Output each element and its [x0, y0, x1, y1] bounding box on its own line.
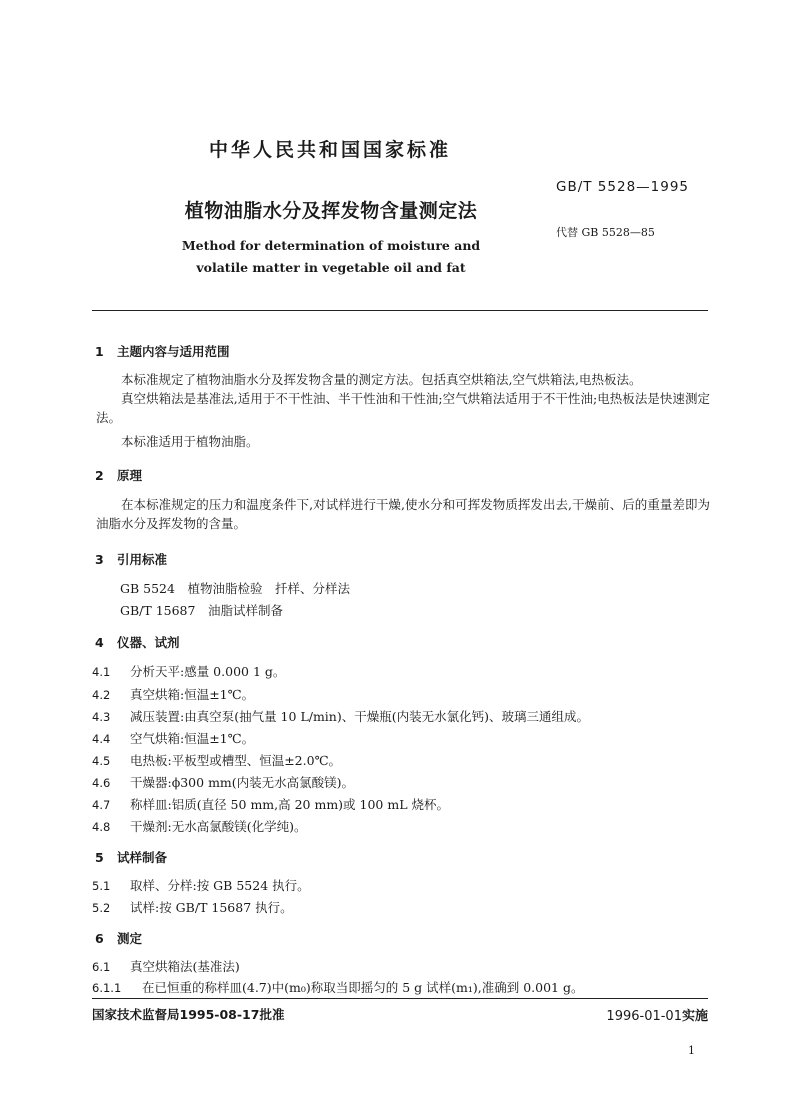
- list-item: [92, 978, 583, 996]
- section-1-paragraph-2: 真空烘箱法是基准法,适用于不干性油、半干性油和干性油;空气烘箱法适用于不干性油;电热板法是快速测定法。: [96, 391, 710, 425]
- list-item: [92, 898, 293, 916]
- item-number: 4.6: [92, 776, 111, 790]
- country-standard-heading: 中华人民共和国国家标准: [208, 139, 451, 161]
- list-item: [92, 685, 254, 703]
- header-divider: [92, 310, 708, 311]
- section-number: 6: [95, 931, 104, 946]
- item-text: 干燥剂:无水高氯酸镁(化学纯)。: [130, 819, 307, 834]
- section-3-heading: [95, 550, 167, 568]
- section-number: 5: [95, 850, 104, 865]
- item-text: 试样:按 GB/T 15687 执行。: [130, 900, 293, 915]
- section-number: 1: [95, 344, 104, 359]
- section-title: 原理: [117, 468, 143, 483]
- section-title: 试样制备: [117, 850, 168, 865]
- effective-date: [560, 1005, 708, 1024]
- item-text: 真空烘箱:恒温±1℃。: [130, 687, 255, 702]
- item-number: 4.3: [92, 710, 111, 724]
- item-number: 6.1: [92, 960, 111, 974]
- document-title-en: [0, 235, 662, 279]
- list-item: [92, 751, 341, 769]
- item-number: 6.1.1: [92, 981, 122, 995]
- effective-date-value: 1996-01-01: [606, 1009, 682, 1024]
- item-number: 4.8: [92, 820, 111, 834]
- replaces-standard: 代替 GB 5528—85: [556, 226, 655, 239]
- list-item: [92, 795, 449, 813]
- item-text: 称样皿:铝质(直径 50 mm,高 20 mm)或 100 mL 烧杯。: [130, 797, 449, 812]
- list-item: [92, 957, 240, 975]
- item-number: 4.4: [92, 732, 111, 746]
- section-number: 4: [95, 635, 104, 650]
- reference-item: GB/T 15687 油脂试样制备: [120, 603, 283, 618]
- section-2-paragraph-1: 在本标准规定的压力和温度条件下,对试样进行干燥,使水分和可挥发物质挥发出去,干燥前、后的重量差即为油脂水分及挥发物的含量。: [96, 497, 710, 531]
- effective-label: 实施: [681, 1009, 708, 1024]
- item-text: 分析天平:感量 0.000 1 g。: [130, 664, 286, 679]
- item-number: 5.1: [92, 879, 111, 893]
- list-item: [92, 817, 306, 835]
- list-item: [92, 662, 285, 680]
- section-1-paragraph-1: 本标准规定了植物油脂水分及挥发物含量的测定方法。包括真空烘箱法,空气烘箱法,电热板法。: [121, 372, 642, 387]
- item-number: 5.2: [92, 901, 111, 915]
- title-en-line1: Method for determination of moisture and: [181, 238, 481, 253]
- item-text: 取样、分样:按 GB 5524 执行。: [130, 878, 310, 893]
- item-text: 电热板:平板型或槽型、恒温±2.0℃。: [130, 753, 342, 768]
- item-number: 4.1: [92, 665, 111, 679]
- page-number: 1: [688, 1044, 695, 1057]
- list-item: [92, 773, 354, 791]
- section-title: 主题内容与适用范围: [117, 344, 230, 359]
- list-item: [92, 707, 589, 725]
- item-text: 干燥器:ϕ300 mm(内装无水高氯酸镁)。: [130, 775, 355, 790]
- list-item: [92, 876, 310, 894]
- standard-code: GB/T 5528—1995: [556, 179, 690, 195]
- section-6-heading: [95, 929, 142, 947]
- section-2-heading: [95, 466, 142, 484]
- footer-divider: [92, 998, 708, 999]
- section-1-paragraph-3: 本标准适用于植物油脂。: [121, 434, 259, 449]
- section-number: 3: [95, 552, 104, 567]
- item-text: 减压装置:由真空泵(抽气量 10 L/min)、干燥瓶(内装无水氯化钙)、玻璃三通组成。: [130, 709, 589, 724]
- section-5-heading: [95, 848, 167, 866]
- item-number: 4.2: [92, 688, 111, 702]
- section-title: 仪器、试剂: [117, 635, 180, 650]
- item-number: 4.7: [92, 798, 111, 812]
- section-1-heading: [95, 342, 230, 360]
- title-en-line2: volatile matter in vegetable oil and fat: [196, 260, 466, 275]
- section-title: 引用标准: [117, 552, 168, 567]
- document-title-cn: 植物油脂水分及挥发物含量测定法: [184, 200, 478, 222]
- approval-issuer: 国家技术监督局1995-08-17批准: [92, 1007, 285, 1022]
- item-text: 在已恒重的称样皿(4.7)中(m₀)称取当即摇匀的 5 g 试样(m₁),准确到 0.001 g。: [142, 980, 584, 995]
- list-item: [92, 729, 254, 747]
- item-text: 真空烘箱法(基准法): [130, 959, 240, 974]
- section-title: 测定: [117, 931, 143, 946]
- section-number: 2: [95, 468, 104, 483]
- section-4-heading: [95, 633, 180, 651]
- item-number: 4.5: [92, 754, 111, 768]
- item-text: 空气烘箱:恒温±1℃。: [130, 731, 255, 746]
- reference-item: GB 5524 植物油脂检验 扦样、分样法: [120, 581, 350, 596]
